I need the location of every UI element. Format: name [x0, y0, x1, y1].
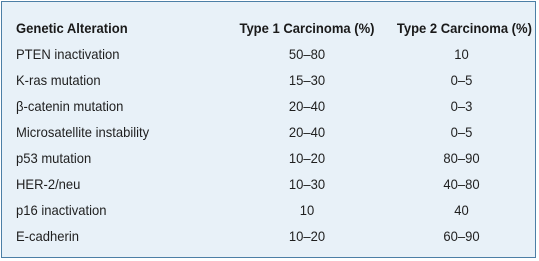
table-panel [1, 1, 536, 258]
table-row [16, 171, 531, 197]
type-2-value-cell: 0–5 [450, 124, 473, 140]
alteration-cell: PTEN inactivation [16, 46, 120, 62]
table-row [16, 223, 531, 249]
type-2-value-cell: 10 [454, 46, 469, 62]
type-1-value-cell: 10–20 [288, 150, 326, 166]
genetic-alterations-table [16, 14, 531, 249]
header-type-1-carcinoma: Type 1 Carcinoma (%) [239, 19, 375, 36]
table-row [16, 67, 531, 93]
type-1-value-cell: 20–40 [288, 124, 326, 140]
table-row [16, 145, 531, 171]
alteration-cell: p16 inactivation [16, 202, 107, 218]
header-row [16, 14, 531, 41]
type-2-value-cell: 80–90 [443, 150, 480, 166]
type-1-value-cell: 20–40 [288, 98, 326, 114]
type-2-value-cell: 40 [454, 202, 469, 218]
alteration-cell: K-ras mutation [16, 72, 101, 88]
alteration-cell: p53 mutation [16, 150, 92, 166]
type-1-value-cell: 15–30 [288, 72, 326, 88]
type-2-value-cell: 0–5 [450, 72, 473, 88]
type-2-value-cell: 40–80 [443, 176, 480, 192]
type-2-value-cell: 60–90 [443, 228, 480, 244]
type-2-value-cell: 0–3 [450, 98, 473, 114]
header-type-2-carcinoma: Type 2 Carcinoma (%) [396, 19, 532, 36]
table-header [16, 14, 531, 41]
type-1-value-cell: 10–30 [288, 176, 326, 192]
table-row [16, 93, 531, 119]
type-1-value-cell: 50–80 [288, 46, 326, 62]
header-genetic-alteration: Genetic Alteration [16, 19, 128, 36]
type-1-value-cell: 10 [299, 202, 315, 218]
type-1-value-cell: 10–20 [288, 228, 326, 244]
alteration-cell: β-catenin mutation [16, 98, 124, 114]
table-row [16, 119, 531, 145]
table-row [16, 41, 531, 67]
table-body [16, 41, 531, 249]
table-row [16, 197, 531, 223]
alteration-cell: Microsatellite instability [16, 124, 150, 140]
alteration-cell: E-cadherin [16, 228, 79, 244]
alteration-cell: HER-2/neu [16, 176, 81, 192]
